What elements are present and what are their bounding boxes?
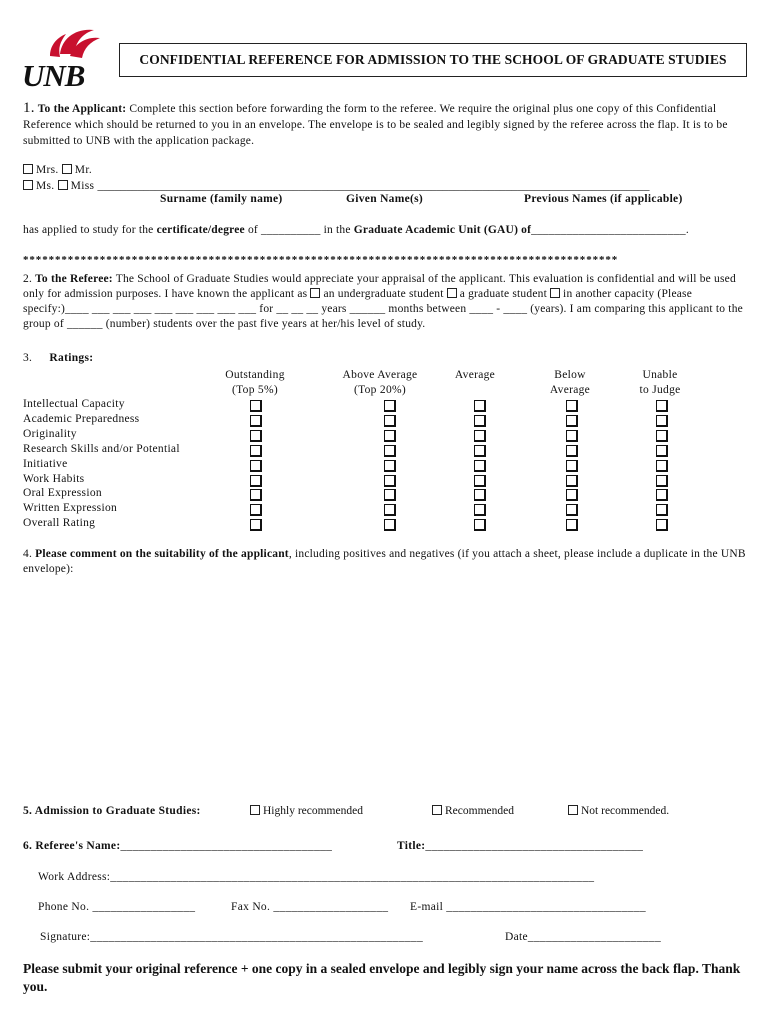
rating-checkbox[interactable]: [656, 400, 668, 412]
section-number: 1.: [23, 100, 35, 116]
date-field[interactable]: ______________________: [527, 931, 662, 943]
work-address-label: Work Address:: [38, 871, 111, 883]
rating-checkbox[interactable]: [566, 489, 578, 501]
rating-checkbox[interactable]: [384, 475, 396, 487]
admission-label: 5. Admission to Graduate Studies:: [23, 805, 201, 817]
rating-checkbox[interactable]: [474, 504, 486, 516]
label-other-capacity: in another capacity: [563, 288, 655, 300]
fax-row: [231, 901, 388, 913]
logo-text: UNB: [22, 58, 85, 93]
referee-name-field[interactable]: ___________________________________: [120, 840, 333, 852]
phone-field[interactable]: _________________: [92, 901, 196, 913]
rating-row-label: Overall Rating: [23, 517, 96, 530]
label-ms: Ms.: [36, 180, 55, 192]
applied-mid: in the: [323, 224, 351, 236]
referee-name-row: [23, 840, 332, 852]
rating-checkbox[interactable]: [474, 519, 486, 531]
rating-checkbox[interactable]: [250, 460, 262, 472]
rating-checkbox[interactable]: [384, 504, 396, 516]
rating-checkbox[interactable]: [656, 460, 668, 472]
referee-title-row: [397, 840, 643, 852]
section-number: 4.: [23, 548, 33, 560]
applied-line: [23, 222, 748, 238]
rating-checkbox[interactable]: [474, 400, 486, 412]
rating-checkbox[interactable]: [566, 445, 578, 457]
col-unable: Unable to Judge: [639, 369, 681, 396]
applied-of: of: [247, 224, 258, 236]
rating-checkbox[interactable]: [566, 400, 578, 412]
label-mrs: Mrs.: [36, 164, 59, 176]
checkbox-mr[interactable]: [62, 164, 72, 174]
rating-row-label: Academic Preparedness: [23, 412, 140, 425]
rating-checkbox[interactable]: [566, 475, 578, 487]
rating-row-label: Work Habits: [23, 472, 85, 485]
rating-row-label: Oral Expression: [23, 487, 102, 500]
option-highly-recommended[interactable]: [250, 805, 363, 817]
work-address-row: [38, 871, 594, 883]
applicant-name-field[interactable]: ________________________________________________________________________________________________: [97, 180, 650, 192]
rating-checkbox[interactable]: [474, 430, 486, 442]
fax-field[interactable]: ___________________: [273, 901, 389, 913]
referee-title-field[interactable]: ____________________________________: [425, 840, 644, 852]
rating-row-label: Originality: [23, 427, 77, 440]
rating-checkbox[interactable]: [656, 489, 668, 501]
rating-checkbox[interactable]: [384, 430, 396, 442]
signature-field[interactable]: _______________________________________________________: [90, 931, 424, 943]
rating-checkbox[interactable]: [656, 445, 668, 457]
section-heading: To the Applicant:: [37, 103, 127, 115]
ratings-heading: [23, 352, 93, 364]
checkbox-undergraduate[interactable]: [310, 288, 320, 298]
form-title: CONFIDENTIAL REFERENCE FOR ADMISSION TO THE SCHOOL OF GRADUATE STUDIES: [119, 43, 747, 77]
email-row: [410, 901, 646, 913]
signature-row: [40, 931, 423, 943]
work-address-field[interactable]: ________________________________________________________________________________: [110, 871, 595, 883]
given-name-label: Given Name(s): [346, 193, 424, 205]
section-text: , including positives and negatives (if you attach a sheet, please include a duplicate in the UNB envelope):: [23, 548, 746, 575]
section-text: Complete this section before forwarding the form to the referee. We require the original plus one copy of this Confidential Reference which should be returned to you in an envelope. The envelope is to be sealed and legibly signed by the referee across the flap. It is to be submitted to UNB with the application package.: [23, 103, 728, 147]
email-field[interactable]: _________________________________: [446, 901, 646, 913]
option-recommended[interactable]: [432, 805, 514, 817]
rating-checkbox[interactable]: [566, 519, 578, 531]
rating-checkbox[interactable]: [656, 430, 668, 442]
unb-logo: [20, 24, 110, 94]
label-highly-recommended: Highly recommended: [263, 805, 363, 817]
rating-row-label: Intellectual Capacity: [23, 398, 125, 410]
rating-row-label: Initiative: [23, 457, 68, 470]
section-number: 3.: [23, 352, 33, 364]
rating-checkbox[interactable]: [250, 504, 262, 516]
rating-checkbox[interactable]: [250, 400, 262, 412]
surname-label: Surname (family name): [160, 193, 283, 205]
rating-row-label: Written Expression: [23, 502, 118, 515]
title-options: [23, 162, 649, 194]
rating-checkbox[interactable]: [656, 519, 668, 531]
referee-title-label: Title:: [397, 840, 426, 852]
rating-checkbox[interactable]: [384, 460, 396, 472]
label-undergraduate: an undergraduate student: [323, 288, 444, 300]
checkbox-other-capacity[interactable]: [550, 288, 560, 298]
section-applicant: [23, 100, 748, 149]
rating-checkbox[interactable]: [250, 489, 262, 501]
rating-checkbox[interactable]: [656, 475, 668, 487]
checkbox-not-recommended[interactable]: [568, 805, 578, 815]
rating-checkbox[interactable]: [384, 519, 396, 531]
section-heading: Please comment on the suitability of the applicant: [35, 548, 289, 560]
applied-degree-label: certificate/degree: [156, 224, 245, 236]
previous-names-label: Previous Names (if applicable): [524, 193, 683, 205]
col-above-average: Above Average (Top 20%): [342, 369, 418, 396]
rating-checkbox[interactable]: [656, 504, 668, 516]
label-mr: Mr.: [74, 164, 92, 176]
checkbox-ms[interactable]: [23, 180, 33, 190]
label-not-recommended: Not recommended.: [581, 805, 670, 817]
rating-checkbox[interactable]: [250, 475, 262, 487]
rating-checkbox[interactable]: [656, 415, 668, 427]
comment-area[interactable]: [23, 582, 748, 792]
col-average: Average: [454, 369, 496, 381]
separator: *********************************************************************************************: [23, 254, 619, 266]
section-heading: To the Referee:: [35, 273, 113, 285]
option-not-recommended[interactable]: [568, 805, 669, 817]
rating-checkbox[interactable]: [566, 504, 578, 516]
rating-checkbox[interactable]: [474, 489, 486, 501]
rating-checkbox[interactable]: [250, 415, 262, 427]
signature-label: Signature:: [40, 931, 91, 943]
section-text-2: (Please specify:)____ ___ ___ ___ ___ ___ ___ ___ ___ for __ __ __ years ______ months between ____ - ____ (years). I am comparing this applicant to the group of ______ (number) students over the past five years at her/his level of study.: [23, 288, 743, 330]
email-label: E-mail: [410, 901, 444, 913]
rating-checkbox[interactable]: [384, 445, 396, 457]
checkbox-recommended[interactable]: [432, 805, 442, 815]
rating-checkbox[interactable]: [566, 460, 578, 472]
rating-checkbox[interactable]: [384, 415, 396, 427]
rating-checkbox[interactable]: [250, 519, 262, 531]
rating-checkbox[interactable]: [474, 460, 486, 472]
date-row: [505, 931, 661, 943]
rating-checkbox[interactable]: [474, 445, 486, 457]
gau-field[interactable]: __________________________.: [531, 224, 689, 236]
date-label: Date: [505, 931, 528, 943]
referee-name-label: 6. Referee's Name:: [23, 840, 121, 852]
rating-checkbox[interactable]: [566, 415, 578, 427]
section-heading: Ratings:: [49, 352, 94, 364]
section-comment: [23, 547, 748, 577]
degree-field[interactable]: __________: [261, 224, 321, 236]
section-referee: [23, 272, 748, 332]
label-recommended: Recommended: [445, 805, 514, 817]
rating-checkbox[interactable]: [384, 489, 396, 501]
fax-label: Fax No.: [231, 901, 271, 913]
checkbox-mrs[interactable]: [23, 164, 33, 174]
phone-label: Phone No.: [38, 901, 90, 913]
section-number: 2.: [23, 273, 33, 285]
applied-prefix: has applied to study for the: [23, 224, 154, 236]
checkbox-highly-recommended[interactable]: [250, 805, 260, 815]
submission-instructions: Please submit your original reference + one copy in a sealed envelope and legibly sign your name across the back flap. Thank you.: [23, 961, 741, 994]
label-graduate: a graduate student: [459, 288, 547, 300]
rating-checkbox[interactable]: [474, 475, 486, 487]
col-below-average: Below Average: [549, 369, 591, 396]
label-miss: Miss: [70, 180, 95, 192]
rating-checkbox[interactable]: [250, 430, 262, 442]
rating-checkbox[interactable]: [250, 445, 262, 457]
checkbox-graduate[interactable]: [447, 288, 457, 298]
section-text: The School of Graduate Studies would appreciate your appraisal of the applicant. This evaluation is confidential and will be used only for admission purposes. I have known the applicant as: [23, 273, 736, 300]
col-outstanding: Outstanding (Top 5%): [225, 369, 285, 396]
rating-checkbox[interactable]: [566, 430, 578, 442]
phone-row: [38, 901, 195, 913]
rating-checkbox[interactable]: [384, 400, 396, 412]
checkbox-miss[interactable]: [58, 180, 68, 190]
rating-row-label: Research Skills and/or Potential: [23, 442, 180, 455]
gau-label: Graduate Academic Unit (GAU) of: [353, 224, 532, 236]
rating-checkbox[interactable]: [474, 415, 486, 427]
